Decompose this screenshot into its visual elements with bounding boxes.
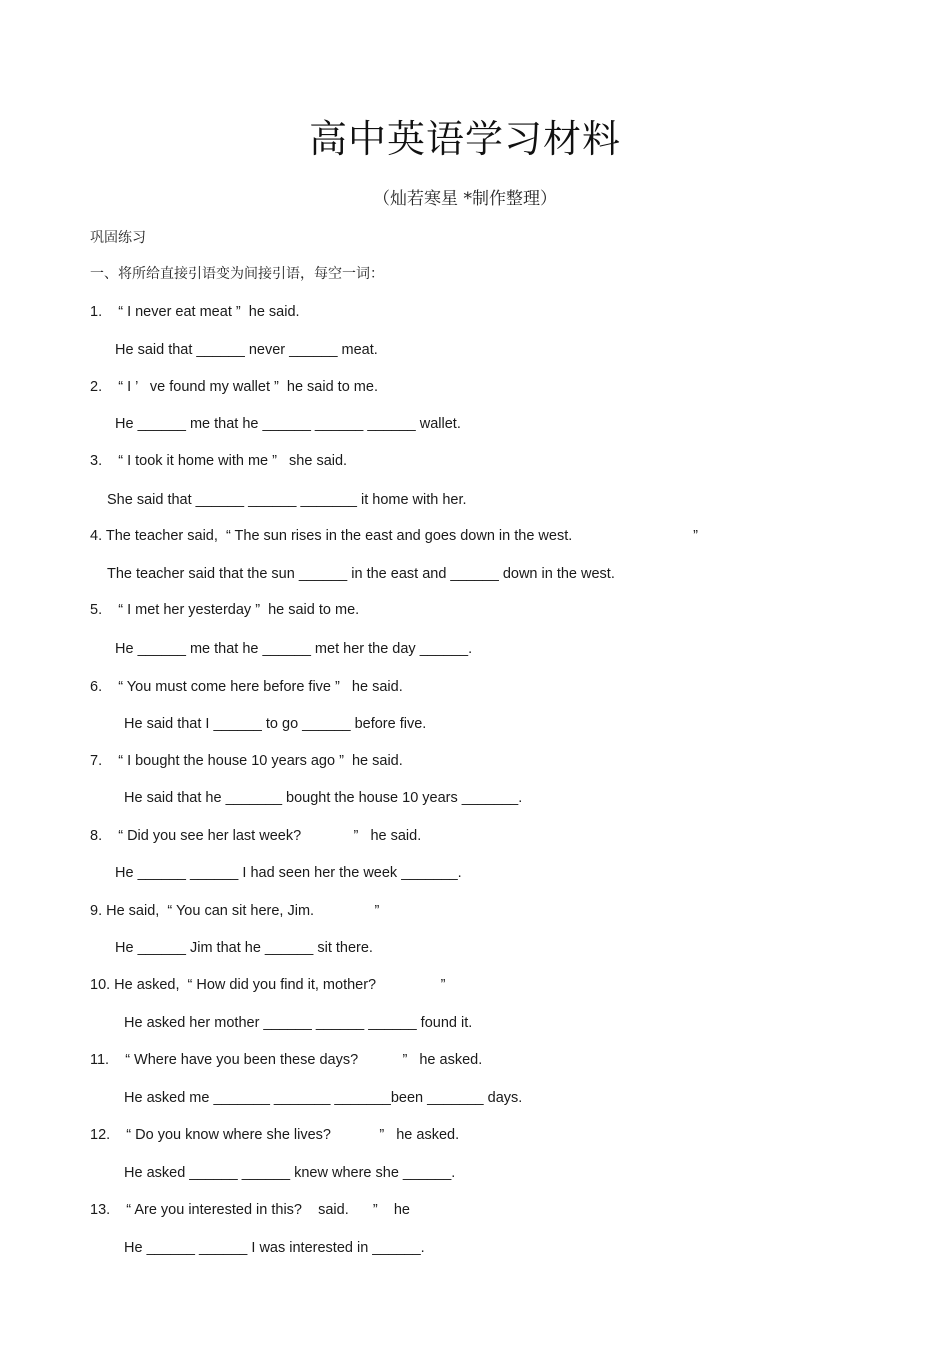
answer-line-11: He asked me _______ _______ _______been _______ days. <box>124 1090 523 1106</box>
answer-line-5: He ______ me that he ______ met her the day ______. <box>115 641 473 657</box>
question-2: 2. “ I ’ ve found my wallet ” he said to me. <box>90 379 378 395</box>
question-10: 10. He asked, “ How did you find it, mother? ” <box>90 977 446 993</box>
answer-line-4: The teacher said that the sun ______ in the east and ______ down in the west. <box>107 566 615 582</box>
answer-line-13: He ______ ______ I was interested in ______. <box>124 1240 425 1256</box>
question-3: 3. “ I took it home with me ” she said. <box>90 453 348 469</box>
question-11: 11. “ Where have you been these days? ” he asked. <box>90 1052 483 1068</box>
answer-line-9: He ______ Jim that he ______ sit there. <box>115 940 373 956</box>
question-12: 12. “ Do you know where she lives? ” he asked. <box>90 1127 460 1143</box>
question-5: 5. “ I met her yesterday ” he said to me. <box>90 602 360 618</box>
question-9: 9. He said, “ You can sit here, Jim. ” <box>90 903 380 919</box>
question-6: 6. “ You must come here before five ” he said. <box>90 679 403 695</box>
exercise-instruction: 一、将所给直接引语变为间接引语，每空一词： <box>90 266 384 282</box>
answer-line-2: He ______ me that he ______ ______ ______ wallet. <box>115 416 461 432</box>
answer-line-3: She said that ______ ______ _______ it home with her. <box>107 492 467 508</box>
answer-line-6: He said that I ______ to go ______ before five. <box>124 716 427 732</box>
answer-line-7: He said that he _______ bought the house 10 years _______. <box>124 790 523 806</box>
section-label: 巩固练习 <box>90 230 146 246</box>
answer-line-10: He asked her mother ______ ______ ______ found it. <box>124 1015 473 1031</box>
question-7: 7. “ I bought the house 10 years ago ” he said. <box>90 753 403 769</box>
page-subtitle: （灿若寒星 *制作整理） <box>373 189 557 209</box>
answer-line-12: He asked ______ ______ knew where she ______. <box>124 1165 456 1181</box>
answer-line-1: He said that ______ never ______ meat. <box>115 342 378 358</box>
page-title: 高中英语学习材料 <box>308 117 621 161</box>
answer-line-8: He ______ ______ I had seen her the week _______. <box>115 865 462 881</box>
question-8: 8. “ Did you see her last week? ” he said. <box>90 828 422 844</box>
question-1: 1. “ I never eat meat ” he said. <box>90 304 300 320</box>
question-13: 13. “ Are you interested in this? said. ” he <box>90 1202 410 1218</box>
question-4: 4. The teacher said, “ The sun rises in the east and goes down in the west. ” <box>90 528 698 544</box>
